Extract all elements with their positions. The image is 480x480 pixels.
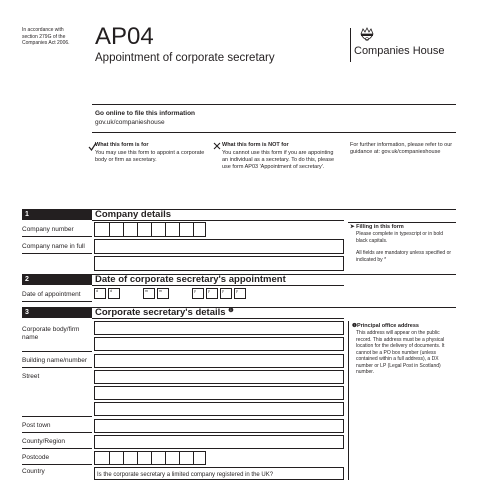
section3-number: 3 xyxy=(22,308,92,318)
date-year-4[interactable]: y xyxy=(234,288,246,299)
principal-office-note-text: This address will appear on the public record. This address must be a physical location for the delivery of documents. It cannot be a PO box number (unless contained within a full address), a DX number or LP (Legal Post in Scotland) number. xyxy=(356,330,445,375)
date-year-3[interactable]: y xyxy=(220,288,232,299)
online-url[interactable]: gov.uk/companieshouse xyxy=(95,119,165,126)
note-side-rule xyxy=(348,321,349,480)
note-marker-icon: ❶ xyxy=(228,308,234,314)
note-marker-icon: ❶ xyxy=(352,323,357,329)
date-month-2[interactable]: m xyxy=(157,288,169,299)
street-label: Street xyxy=(22,373,40,380)
row-rule xyxy=(22,432,92,433)
principal-office-note-heading: ❶Principal office address xyxy=(352,323,419,329)
online-top-rule xyxy=(92,104,456,105)
section2-title: Date of corporate secretary's appointment xyxy=(95,274,286,285)
company-name-field[interactable] xyxy=(94,239,344,254)
section3-title: Corporate secretary's details $^❶$ xyxy=(95,307,234,318)
company-name-field-line2[interactable] xyxy=(94,256,344,271)
postcode-label: Postcode xyxy=(22,454,50,461)
online-heading: Go online to file this information xyxy=(95,110,196,117)
county-field[interactable] xyxy=(94,435,344,449)
crown-crest-icon xyxy=(358,26,376,44)
form-title: Appointment of corporate secretary xyxy=(95,52,275,64)
section3-title-rule xyxy=(92,318,344,319)
date-label: Date of appointment xyxy=(22,291,81,298)
row-rule xyxy=(22,367,92,368)
logo-divider xyxy=(350,28,351,62)
street-field-line2[interactable] xyxy=(94,386,344,400)
row-rule xyxy=(22,416,92,417)
for-heading: What this form is for xyxy=(95,142,149,148)
filling-note-text2: All fields are mandatory unless specified or indicated by * xyxy=(356,250,452,263)
cross-icon xyxy=(213,142,221,150)
corporate-name-field[interactable] xyxy=(94,321,344,335)
corporate-name-field-line2[interactable] xyxy=(94,337,344,351)
row-rule xyxy=(22,351,92,352)
post-town-field[interactable] xyxy=(94,419,344,433)
section2-number: 2 xyxy=(22,275,92,285)
corporate-name-label: Corporate body/firm name xyxy=(22,326,80,341)
row-rule xyxy=(22,236,92,237)
row-rule xyxy=(22,464,92,465)
street-field-line3[interactable] xyxy=(94,402,344,416)
row-rule xyxy=(22,301,92,302)
not-text: You cannot use this form if you are appointing an individual as a secretary. To do this, please use form AP03 'Appointment of secretary'. xyxy=(222,150,335,170)
form-code: AP04 xyxy=(95,23,154,50)
section1-title-rule xyxy=(92,220,344,221)
post-town-label: Post town xyxy=(22,422,51,429)
company-name-label: Company name in full xyxy=(22,243,85,250)
filling-note-heading: ➤ Filling in this form xyxy=(350,224,404,230)
building-field[interactable] xyxy=(94,354,344,368)
street-field[interactable] xyxy=(94,370,344,384)
company-number-field[interactable] xyxy=(94,222,206,237)
row-rule xyxy=(22,448,92,449)
building-label: Building name/number xyxy=(22,357,88,364)
date-year-2[interactable]: y xyxy=(206,288,218,299)
date-month-1[interactable]: m xyxy=(143,288,155,299)
logo-text: Companies House xyxy=(354,45,445,57)
section1-number: 1 xyxy=(22,210,92,220)
company-number-label: Company number xyxy=(22,226,74,233)
date-day-1[interactable]: d xyxy=(94,288,106,299)
for-text: You may use this form to appoint a corporate body or firm as secretary. xyxy=(95,150,205,163)
not-heading: What this form is NOT for xyxy=(222,142,289,148)
postcode-field[interactable] xyxy=(94,451,206,465)
online-bottom-rule xyxy=(92,132,456,133)
uk-company-question: Is the corporate secretary a limited company registered in the UK? xyxy=(97,472,274,478)
date-year-1[interactable]: y xyxy=(192,288,204,299)
note-rule xyxy=(348,222,456,223)
county-label: County/Region xyxy=(22,438,65,445)
date-day-2[interactable]: d xyxy=(108,288,120,299)
filling-note-text: Please complete in typescript or in bold black capitals. xyxy=(356,231,443,244)
row-rule xyxy=(22,253,92,254)
section1-title: Company details xyxy=(95,209,172,220)
further-text: For further information, please refer to our guidance at: gov.uk/companieshouse xyxy=(350,142,453,155)
section2-title-rule xyxy=(92,285,344,286)
country-label: Country xyxy=(22,468,45,475)
legal-note: In accordance with section 279G of the Companies Act 2006. xyxy=(22,27,70,46)
